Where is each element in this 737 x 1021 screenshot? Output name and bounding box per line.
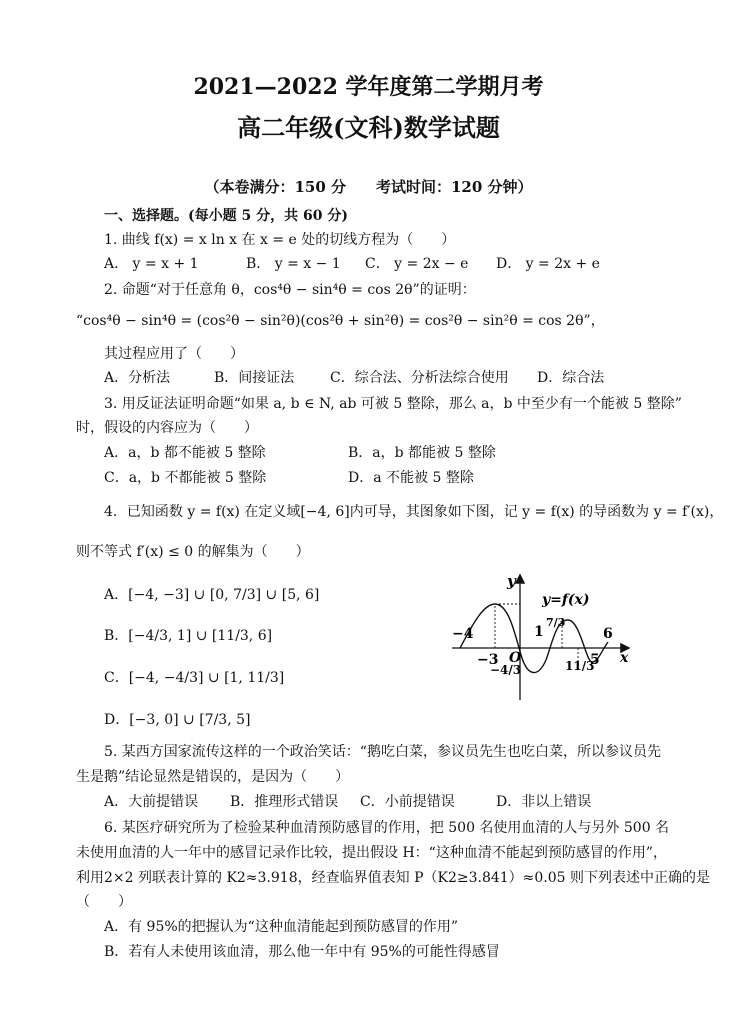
q6-option-b: B．若有人未使用该血清，那么他一年中有 95%的可能性得感冒 xyxy=(104,944,500,960)
q4-function-graph xyxy=(440,570,640,705)
q1-option-d: D． y = 2x + e xyxy=(496,256,600,272)
q1-option-a: A． y = x + 1 xyxy=(104,256,199,272)
q4-option-d: D．[−3, 0] ∪ [7/3, 5] xyxy=(104,712,251,728)
q4-option-c: C．[−4, −4/3] ∪ [1, 11/3] xyxy=(104,670,285,686)
tick-label: −4 xyxy=(452,626,474,642)
tick-label: −3 xyxy=(477,652,499,668)
q1-option-c: C． y = 2x − e xyxy=(365,256,469,272)
q5-stem2: 生是鹅”结论显然是错误的，是因为（ ） xyxy=(76,769,350,785)
q2-option-b: B．间接证法 xyxy=(214,370,295,386)
q3-stem2: 时，假设的内容应为（ ） xyxy=(76,420,258,436)
q6-stem: 6. 某医疗研究所为了检验某种血清预防感冒的作用，把 500 名使用血清的人与另外 500 名 xyxy=(104,820,670,836)
q2-option-d: D．综合法 xyxy=(537,370,605,386)
tick-label: 1 xyxy=(534,624,544,640)
exam-title-line1: 2021—2022 学年度第二学期月考 xyxy=(193,74,544,100)
q6-stem3: 利用2×2 列联表计算的 K2≈3.918，经查临界值表知 P（K2≥3.841）≈0.05 则下列表述中正确的是 xyxy=(76,870,711,886)
q5-option-d: D．非以上错误 xyxy=(496,794,592,810)
q5-stem: 5. 某西方国家流传这样的一个政治笑话：“鹅吃白菜，参议员先生也吃白菜，所以参议员先 xyxy=(104,744,661,760)
origin-label: O xyxy=(509,650,522,666)
q6-stem4: （ ） xyxy=(76,894,132,910)
tick-label: 5 xyxy=(590,652,600,668)
tick-label: −4/3 xyxy=(490,663,522,677)
q2-option-a: A．分析法 xyxy=(104,370,171,386)
q5-option-a: A．大前提错误 xyxy=(104,794,199,810)
q2-stem: 2. 命题“对于任意角 θ，cos⁴θ − sin⁴θ = cos 2θ”的证明： xyxy=(104,282,476,298)
x-axis-label: x xyxy=(620,650,629,666)
q2-option-c: C．综合法、分析法综合使用 xyxy=(330,370,509,386)
exam-info: （本卷满分：150 分 考试时间：120 分钟） xyxy=(204,178,533,196)
q3-stem: 3. 用反证法证明命题“如果 a, b ∈ N, ab 可被 5 整除，那么 a，b 中至少有一个能被 5 整除” xyxy=(104,396,682,412)
function-label: y=f(x) xyxy=(542,592,590,608)
tick-label: 11/3 xyxy=(565,659,595,673)
q1-option-b: B． y = x − 1 xyxy=(246,256,341,272)
section-heading: 一、选择题。(每小题 5 分，共 60 分) xyxy=(104,208,348,224)
q3-option-d: D．a 不能被 5 整除 xyxy=(348,470,474,486)
q4-stem2: 则不等式 f′(x) ≤ 0 的解集为（ ） xyxy=(76,544,310,560)
q1-stem: 1. 曲线 f(x) = x ln x 在 x = e 处的切线方程为（ ） xyxy=(104,232,456,248)
tick-label: 7/3 xyxy=(546,616,566,629)
q6-stem2: 未使用血清的人一年中的感冒记录作比较，提出假设 H：“这种血清不能起到预防感冒的作用”， xyxy=(76,845,667,861)
q6-option-a: A．有 95%的把握认为“这种血清能起到预防感冒的作用” xyxy=(104,919,458,935)
tick-label: 6 xyxy=(603,626,613,642)
q4-option-a: A．[−4, −3] ∪ [0, 7/3] ∪ [5, 6] xyxy=(104,587,320,603)
q4-stem: 4．已知函数 y = f(x) 在定义域[−4, 6]内可导，其图象如下图，记 y = f(x) 的导函数为 y = f′(x)， xyxy=(104,504,724,520)
y-axis-label: y xyxy=(507,572,516,590)
q2-proof: “cos⁴θ − sin⁴θ = (cos²θ − sin²θ)(cos²θ + sin²θ) = cos²θ − sin²θ = cos 2θ”， xyxy=(76,313,605,329)
exam-title-line2: 高二年级(文科)数学试题 xyxy=(237,113,500,142)
q3-option-c: C．a，b 不都能被 5 整除 xyxy=(104,470,267,486)
q4-option-b: B．[−4/3, 1] ∪ [11/3, 6] xyxy=(104,628,273,644)
q5-option-b: B．推理形式错误 xyxy=(230,794,339,810)
q2-stem2: 其过程应用了（ ） xyxy=(104,346,244,362)
q5-option-c: C．小前提错误 xyxy=(360,794,455,810)
q3-option-b: B．a，b 都能被 5 整除 xyxy=(348,445,496,461)
q3-option-a: A．a，b 都不能被 5 整除 xyxy=(104,445,266,461)
